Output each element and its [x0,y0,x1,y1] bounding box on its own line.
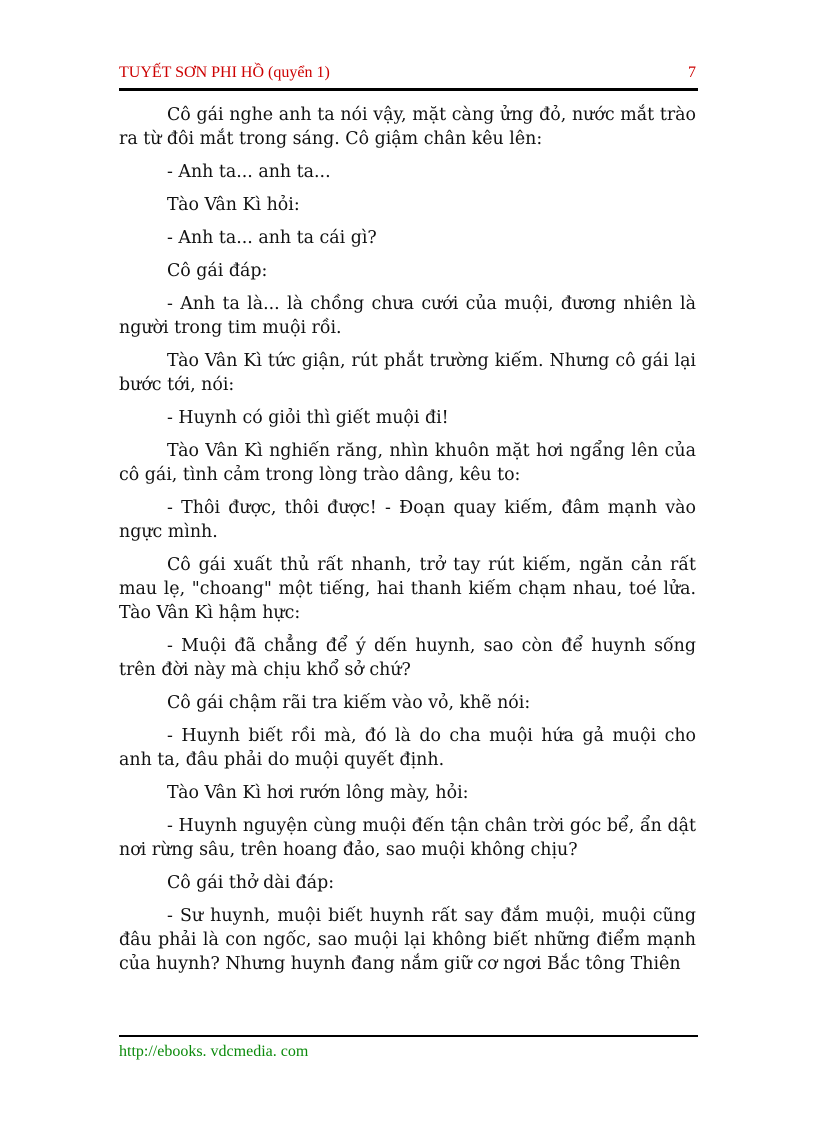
paragraph: - Huynh có giỏi thì giết muội đi! [167,408,449,428]
paragraph: Cô gái xuất thủ rất nhanh, trở tay rút kiếm, ngăn cản rất mau lẹ, "choang" một tiếng, hai thanh kiếm chạm nhau, toé lửa. Tào Vân Kì hậm hực: [119,555,696,623]
footer-divider [119,1035,698,1037]
paragraph: - Anh ta là... là chồng chưa cưới của muội, đương nhiên là người trong tim muội rồi. [119,294,696,338]
paragraph: Tào Vân Kì nghiến răng, nhìn khuôn mặt hơi ngẩng lên của cô gái, tình cảm trong lòng trào dâng, kêu to: [119,441,696,485]
paragraph: - Huynh biết rồi mà, đó là do cha muội hứa gả muội cho anh ta, đâu phải do muội quyết định. [119,726,696,770]
paragraph: - Thôi được, thôi được! - Đoạn quay kiếm, đâm mạnh vào ngực mình. [119,498,696,542]
paragraph: Tào Vân Kì hơi rướn lông mày, hỏi: [167,783,469,803]
paragraph: - Anh ta... anh ta cái gì? [167,228,377,248]
paragraph: Cô gái chậm rãi tra kiếm vào vỏ, khẽ nói: [167,693,531,713]
paragraph: Tào Vân Kì tức giận, rút phắt trường kiếm. Nhưng cô gái lại bước tới, nói: [119,351,696,395]
header-divider [119,88,698,91]
page-number: 7 [688,64,696,81]
paragraph: Tào Vân Kì hỏi: [167,195,300,215]
page-header [119,64,698,86]
paragraph: Cô gái nghe anh ta nói vậy, mặt càng ửng đỏ, nước mắt trào ra từ đôi mắt trong sáng. Cô giậm chân kêu lên: [119,105,696,149]
book-title: TUYẾT SƠN PHI HỒ (quyển 1) [119,64,330,81]
paragraph: - Muội đã chẳng để ý dến huynh, sao còn để huynh sống trên đời này mà chịu khổ sở chứ? [119,636,696,680]
paragraph: - Huynh nguyện cùng muội đến tận chân trời góc bể, ẩn dật nơi rừng sâu, trên hoang đảo, sao muội không chịu? [119,816,696,860]
paragraph: Cô gái thở dài đáp: [167,873,335,893]
paragraph: - Sư huynh, muội biết huynh rất say đắm muội, muội cũng đâu phải là con ngốc, sao muội lại không biết những điểm mạnh của huynh? Nhưng huynh đang nắm giữ cơ ngơi Bắc tông Thiên [119,906,696,974]
footer-url[interactable]: http://ebooks. vdcmedia. com [119,1043,309,1060]
paragraph: Cô gái đáp: [167,261,268,281]
paragraph: - Anh ta... anh ta... [167,162,331,182]
page-body [119,103,696,985]
